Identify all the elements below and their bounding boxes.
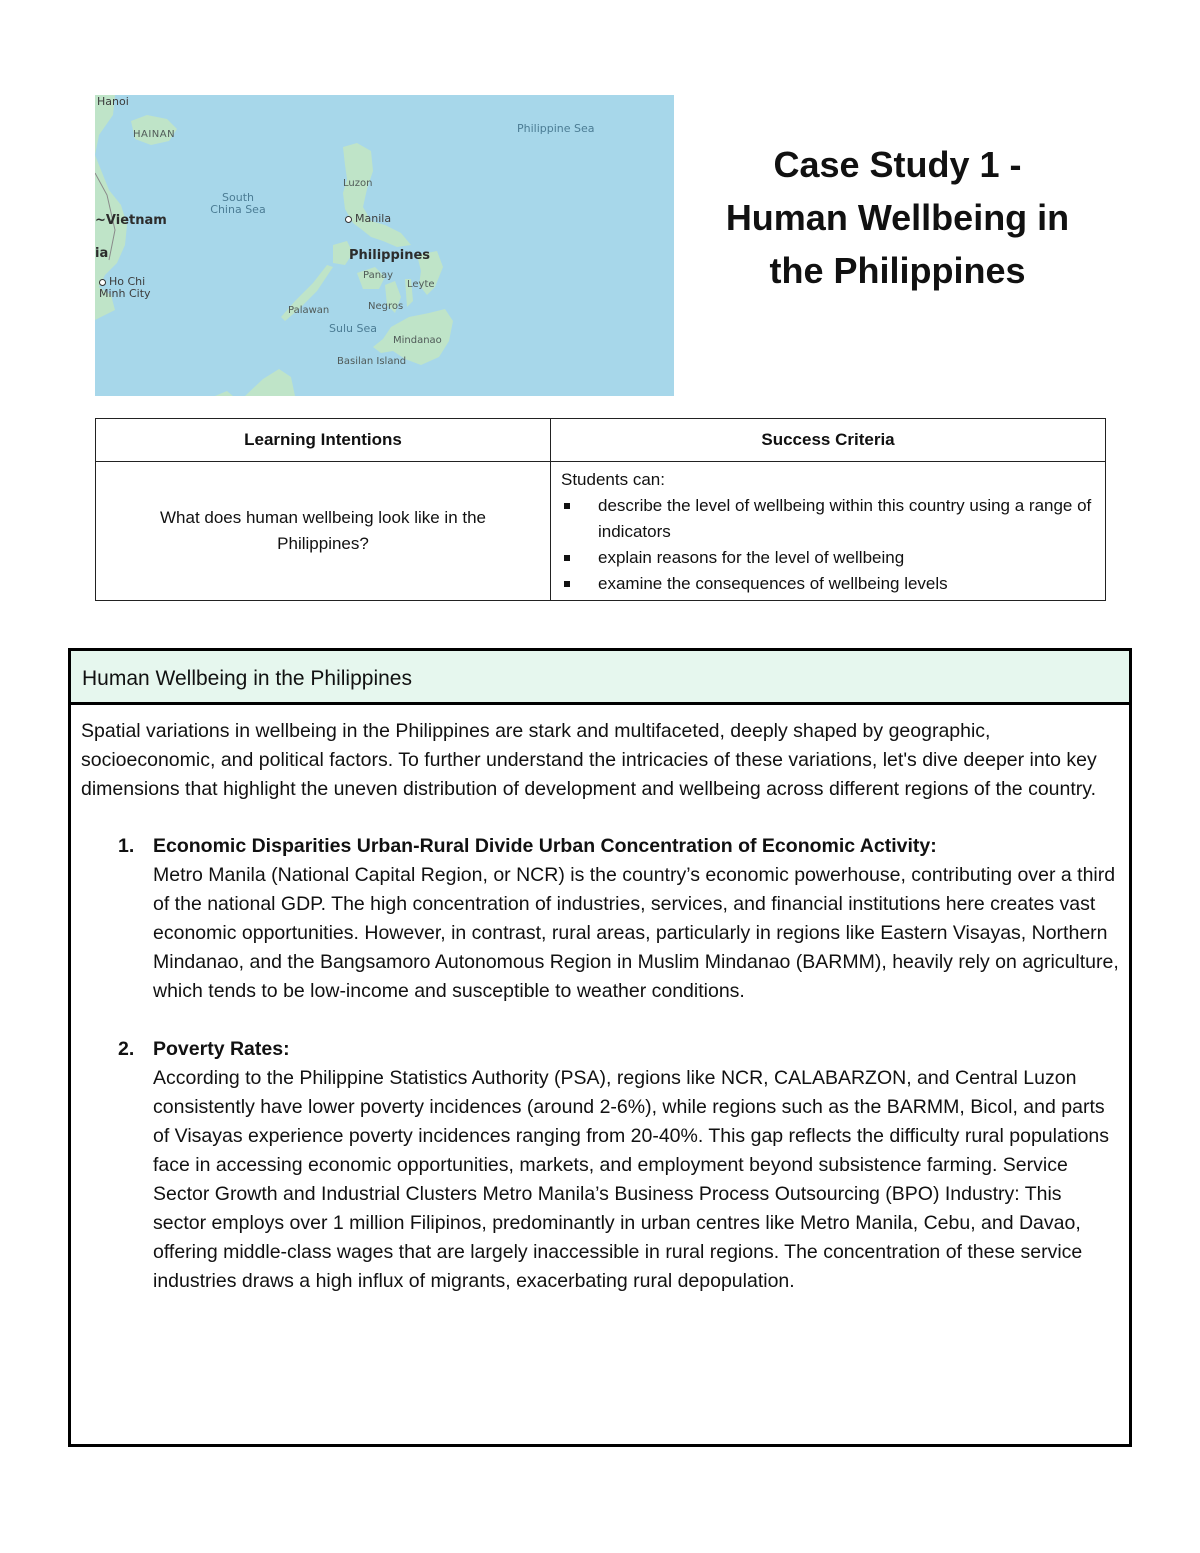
city-marker-icon — [99, 279, 106, 286]
criteria-intro: Students can: — [561, 470, 665, 489]
borneo-tip — [215, 391, 233, 396]
map-label-ho-chi-minh: Ho Chi Minh City — [99, 275, 151, 300]
page-title — [690, 138, 1105, 297]
borneo-land — [245, 369, 295, 396]
map-label-vietnam: ~Vietnam — [95, 213, 167, 228]
map-label-leyte: Leyte — [407, 279, 435, 290]
luzon-land — [343, 143, 411, 247]
map-label-hanoi: Hanoi — [97, 95, 129, 108]
list-item-text: According to the Philippine Statistics Authority (PSA), regions like NCR, CALABARZON, and Central Luzon consistently have lower poverty incidences (around 2-6%), while regions such as the BARMM, Bicol, and parts of Visayas experience poverty incidences ranging from 20-40%. This gap reflects the difficulty rural populations face in accessing economic opportunities, markets, and employment beyond subsistence farming. Service Sector Growth and Industrial Clusters Metro Manila’s Business Process Outsourcing (BPO) Industry: This sector employs over 1 million Filipinos, predominantly in urban centres like Metro Manila, Cebu, and Davao, offering middle-class wages that are largely inaccessible in rural regions. The concentration of these service industries draws a high influx of migrants, exacerbating rural depopulation. — [153, 1067, 1110, 1292]
criteria-list — [561, 493, 1097, 597]
title-line-1: Case Study 1 - — [773, 144, 1022, 185]
map-label-philippines: Philippines — [349, 248, 431, 263]
map-label-panay: Panay — [363, 270, 394, 281]
list-item — [81, 1035, 1119, 1296]
map-label-hainan: HAINAN — [133, 129, 176, 140]
success-criteria-cell — [551, 462, 1106, 601]
map-label-sulu-sea: Sulu Sea — [329, 322, 377, 335]
map-label-negros: Negros — [368, 301, 404, 312]
section-intro: Spatial variations in wellbeing in the Philippines are stark and multifaceted, deeply shaped by geographic, socioeconomic, and political factors. To further understand the intricacies of these variations, let's dive deeper into key dimensions that highlight the uneven distribution of development and wellbeing across different regions of the country. — [81, 720, 1097, 800]
wellbeing-section — [68, 648, 1132, 1447]
list-item-subtitle: Poverty Rates: — [153, 1038, 290, 1060]
bullet-icon — [564, 581, 570, 587]
city-marker-icon — [345, 216, 352, 223]
list-item-number: 2. — [118, 1038, 135, 1060]
philippines-map — [95, 95, 674, 396]
learning-table — [95, 418, 1106, 601]
list-item-text: Metro Manila (National Capital Region, or NCR) is the country’s economic powerhouse, contributing over a third of the national GDP. The high concentration of industries, services, and financial institutions here creates vast economic opportunities. However, in contrast, rural areas, particularly in regions like Eastern Visayas, Northern Mindanao, and the Bangsamoro Autonomous Region in Muslim Mindanao (BARMM), heavily rely on agriculture, which tends to be low-income and susceptible to weather conditions. — [153, 864, 1119, 1002]
map-label-luzon: Luzon — [343, 178, 373, 189]
bullet-icon — [564, 503, 570, 509]
learning-intention-cell: What does human wellbeing look like in the Philippines? — [96, 462, 551, 601]
bullet-icon — [564, 555, 570, 561]
section-heading: Human Wellbeing in the Philippines — [71, 651, 1129, 705]
learning-table-header-row — [96, 419, 1106, 462]
map-label-cambodia-partial: ia — [95, 246, 109, 261]
title-line-3: the Philippines — [769, 250, 1026, 291]
criteria-item: explain reasons for the level of wellbeing — [561, 545, 1097, 571]
section-list — [81, 832, 1119, 1296]
map-label-basilan: Basilan Island — [337, 356, 407, 367]
header-learning-intentions: Learning Intentions — [96, 419, 551, 462]
map-label-manila: Manila — [345, 213, 391, 225]
learning-table-row — [96, 462, 1106, 601]
criteria-item: examine the consequences of wellbeing levels — [561, 571, 1097, 597]
map-land-shapes — [95, 95, 674, 396]
header-success-criteria: Success Criteria — [551, 419, 1106, 462]
map-label-south-china-sea: South China Sea — [210, 191, 266, 216]
map-label-palawan: Palawan — [288, 305, 330, 316]
list-item-subtitle: Economic Disparities Urban-Rural Divide Urban Concentration of Economic Activity: — [153, 835, 937, 857]
list-item — [81, 832, 1119, 1006]
title-line-2: Human Wellbeing in — [725, 197, 1070, 238]
section-body — [71, 705, 1129, 1296]
map-label-philippine-sea: Philippine Sea — [517, 122, 595, 135]
map-label-mindanao: Mindanao — [393, 335, 442, 346]
list-item-number: 1. — [118, 835, 135, 857]
criteria-item: describe the level of wellbeing within this country using a range of indicators — [561, 493, 1097, 545]
